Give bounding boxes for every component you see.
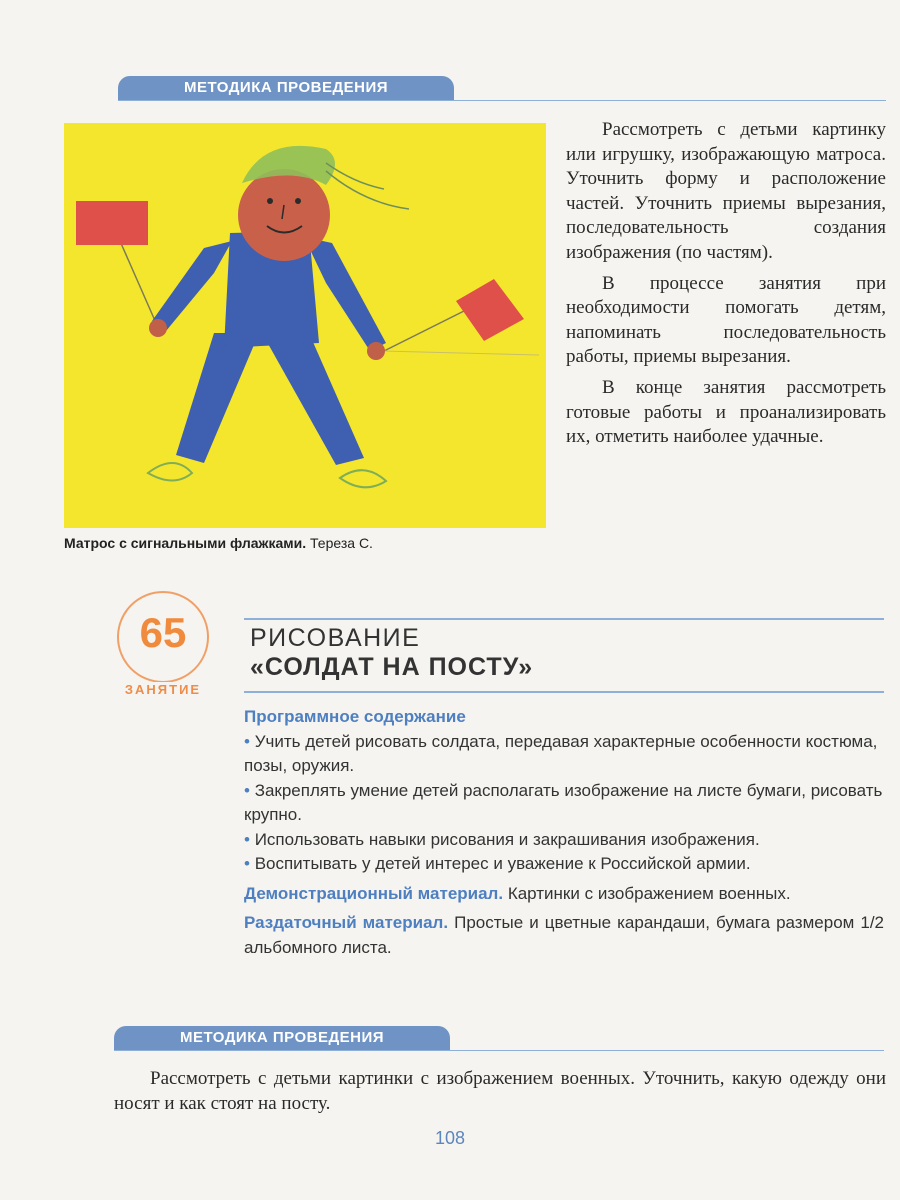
demo-text: Картинки с изображением военных. bbox=[507, 883, 791, 903]
list-item bbox=[244, 852, 884, 877]
list-item bbox=[244, 730, 884, 779]
left-flag bbox=[76, 201, 148, 245]
caption-author: Тереза С. bbox=[310, 535, 373, 551]
handout-label: Раздаточный материал. bbox=[244, 913, 449, 932]
page-number: 108 bbox=[434, 1128, 466, 1148]
list-item-text: Использовать навыки рисования и закрашивания изображения. bbox=[254, 829, 760, 849]
drawing-caption bbox=[64, 535, 373, 551]
demo-label: Демонстрационный материал. bbox=[244, 883, 504, 903]
lesson-top-rule bbox=[244, 618, 884, 620]
lesson-label: ЗАНЯТИЕ bbox=[104, 682, 222, 697]
lesson-number: 65 bbox=[139, 609, 187, 656]
child-drawing-sailor bbox=[64, 123, 546, 528]
section-header-methodology-2: МЕТОДИКА ПРОВЕДЕНИЯ bbox=[114, 1026, 450, 1050]
list-item bbox=[244, 828, 884, 853]
paragraph: Рассмотреть с детьми картинку или игрушку, изображающую матроса. Уточнить форму и расположение частей. Уточнить приемы вырезания, последовательность создания изображения (по частям). bbox=[566, 119, 886, 263]
caption-title: Матрос с сигнальными флажками. bbox=[64, 535, 307, 551]
paragraph: Рассмотреть с детьми картинки с изображением военных. Уточнить, какую одежду они носят и как стоят на посту. bbox=[114, 1068, 886, 1114]
handout-text: Простые и цветные карандаши, бумага размером 1/2 альбомного листа. bbox=[244, 913, 884, 957]
right-column-text bbox=[566, 118, 886, 456]
lesson-title: «СОЛДАТ НА ПОСТУ» bbox=[250, 653, 534, 681]
section-divider bbox=[118, 100, 886, 101]
section-divider-2 bbox=[114, 1050, 884, 1051]
bullet-icon: • bbox=[244, 829, 250, 849]
bottom-text bbox=[114, 1066, 886, 1116]
sailor-face bbox=[238, 169, 330, 261]
program-content bbox=[244, 705, 884, 960]
lesson-bottom-rule bbox=[244, 691, 884, 693]
paragraph: В процессе занятия при необходимости помогать детям, напоминать последовательность работы, приемы вырезания. bbox=[566, 272, 886, 368]
bullet-icon: • bbox=[244, 854, 250, 873]
right-flag bbox=[456, 279, 524, 341]
demo-material bbox=[244, 882, 884, 907]
list-item bbox=[244, 779, 884, 828]
list-item-text: Закреплять умение детей располагать изображение на листе бумаги, рисовать крупно. bbox=[244, 780, 883, 824]
bullet-icon: • bbox=[244, 731, 250, 751]
section-header-methodology: МЕТОДИКА ПРОВЕДЕНИЯ bbox=[118, 76, 454, 100]
program-heading: Программное содержание bbox=[244, 707, 466, 726]
sailor-illustration bbox=[64, 123, 546, 528]
list-item-text: Воспитывать у детей интерес и уважение к Российской армии. bbox=[254, 854, 751, 873]
lesson-number-badge bbox=[117, 591, 209, 683]
paragraph: В конце занятия рассмотреть готовые работы и проанализировать их, отметить наиболее удачные. bbox=[566, 376, 886, 448]
lesson-type: РИСОВАНИЕ bbox=[250, 624, 421, 652]
list-item-text: Учить детей рисовать солдата, передавая характерные особенности костюма, позы, оружия. bbox=[244, 731, 878, 775]
handout-material bbox=[244, 911, 884, 960]
bullet-icon: • bbox=[244, 780, 250, 800]
